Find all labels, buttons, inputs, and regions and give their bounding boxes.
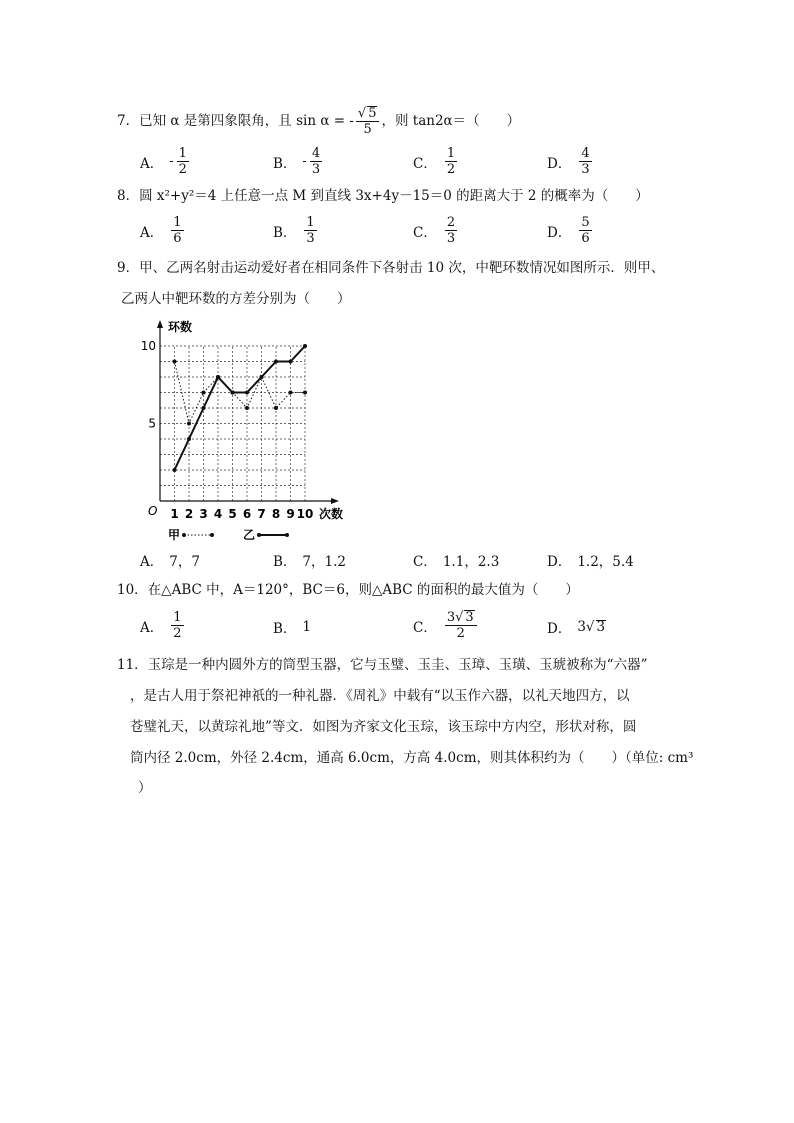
legend-marker xyxy=(257,533,261,537)
x-tick-label: 4 xyxy=(213,507,223,521)
q7-given-fraction xyxy=(356,106,380,137)
legend-label: 乙 xyxy=(243,528,256,542)
data-point xyxy=(202,406,206,410)
legend-marker xyxy=(210,533,214,537)
q7-option-d: D． $\frac{4}{3}$ xyxy=(547,146,590,177)
q7-given-denominator: 5 xyxy=(363,122,372,137)
q7-stem xyxy=(117,106,520,137)
q9-stem-line2: 乙两人中靶环数的方差分别为（ ） xyxy=(121,291,351,307)
q10-stem: 10．在△ABC 中，A＝120°，BC＝6，则△ABC 的面积的最大值为（ ） xyxy=(117,582,579,598)
y-tick-label: 5 xyxy=(148,416,156,431)
q10-option-c: C． $\frac{3√ 3}{2}$ xyxy=(413,610,479,641)
q11-number: 11． xyxy=(117,657,148,673)
q11-line5: ） xyxy=(138,780,152,796)
x-tick-label: 6 xyxy=(242,507,252,521)
data-point xyxy=(202,391,206,395)
q9-option-b: B． 7，1.2 xyxy=(273,554,346,570)
x-tick-label: 9 xyxy=(286,507,295,521)
data-point xyxy=(260,375,264,379)
legend-marker xyxy=(285,533,289,537)
data-point xyxy=(245,406,249,410)
q10-number: 10． xyxy=(117,582,148,598)
x-tick-label: 3 xyxy=(199,507,208,521)
x-tick-label: 1 xyxy=(170,507,179,521)
q11-line3: 苍璧礼天，以黄琮礼地”等文．如图为齐家文化玉琮，该玉琮中方内空，形状对称，圆 xyxy=(130,719,637,735)
data-point xyxy=(187,437,191,441)
q11-line4: 筒内径 2.0cm，外径 2.4cm，通高 6.0cm，方高 4.0cm，则其体积约为（ ）（单位: cm³ xyxy=(130,750,694,766)
q9-option-c: C． 1.1，2.3 xyxy=(413,554,500,570)
q7-option-b: B． - $\frac{4}{3}$ xyxy=(273,146,321,177)
q9-stem-line1: 9．甲、乙两名射击运动爱好者在相同条件下各射击 10 次，中靶环数情况如图所示．则甲、 xyxy=(117,260,665,276)
q8-option-a: A． $\frac{1}{6}$ xyxy=(140,215,182,246)
y-axis-arrow xyxy=(157,320,163,328)
data-point xyxy=(173,360,177,364)
data-point xyxy=(231,391,235,395)
q7-stem-a: 已知 α 是第四象限角，且 sin α = xyxy=(139,113,346,129)
q8-option-d: D． $\frac{5}{6}$ xyxy=(547,215,590,246)
q8-option-b: B． $\frac{1}{3}$ xyxy=(273,215,315,246)
q9-number: 9． xyxy=(117,260,140,276)
q7-option-a: A． - $\frac{1}{2}$ xyxy=(140,146,187,177)
y-tick-label: 10 xyxy=(140,339,156,353)
x-tick-label: 8 xyxy=(271,507,281,521)
x-axis-arrow xyxy=(331,498,339,504)
y-axis-label: 环数 xyxy=(168,320,193,334)
q8-option-c: C． $\frac{2}{3}$ xyxy=(413,215,456,246)
data-point xyxy=(173,468,177,472)
q11-line1: 11．玉琮是一种内圆外方的筒型玉器，它与玉璧、玉圭、玉璋、玉璜、玉琥被称为“六器” xyxy=(117,657,648,673)
q9-option-d: D． 1.2，5.4 xyxy=(547,554,634,570)
q7-stem-b: ，则 tan2α＝（ ） xyxy=(381,113,521,129)
q9-option-a: A． 7，7 xyxy=(140,554,200,570)
data-point xyxy=(289,391,293,395)
q9-chart xyxy=(138,316,378,546)
x-tick-label: 7 xyxy=(257,507,266,521)
q8-stem-text: 圆 x²+y²＝4 上任意一点 M 到直线 3x+4y－15＝0 的距离大于 2 的概率为（ ） xyxy=(139,188,649,204)
data-point xyxy=(187,422,191,426)
x-axis-label: 次数 xyxy=(319,507,344,521)
x-tick-label: 10 xyxy=(296,507,314,521)
q7-given-numerator: √ 5 xyxy=(356,106,380,122)
q10-option-a: A． $\frac{1}{2}$ xyxy=(140,610,182,641)
legend-marker xyxy=(182,533,186,537)
data-point xyxy=(303,391,307,395)
data-point xyxy=(245,391,249,395)
data-point xyxy=(274,406,278,410)
q11-line2: ，是古人用于祭祀神祇的一种礼器．《周礼》中载有“以玉作六器，以礼天地四方，以 xyxy=(130,688,630,704)
data-point xyxy=(216,375,220,379)
data-point xyxy=(303,344,307,348)
origin-label: O xyxy=(148,504,158,518)
legend-label: 甲 xyxy=(168,528,181,542)
x-tick-label: 2 xyxy=(184,507,194,521)
q10-option-b: B． 1 xyxy=(273,619,312,637)
data-point xyxy=(274,360,278,364)
q7-option-c: C． $\frac{1}{2}$ xyxy=(413,146,456,177)
q7-number: 7． xyxy=(117,113,140,129)
data-point xyxy=(289,360,293,364)
q7-given-sign: - xyxy=(349,113,354,129)
q8-number: 8． xyxy=(117,188,140,204)
x-tick-label: 5 xyxy=(228,507,237,521)
q10-option-d: D． 3 √ 3 xyxy=(547,619,606,637)
q8-stem xyxy=(117,186,649,206)
